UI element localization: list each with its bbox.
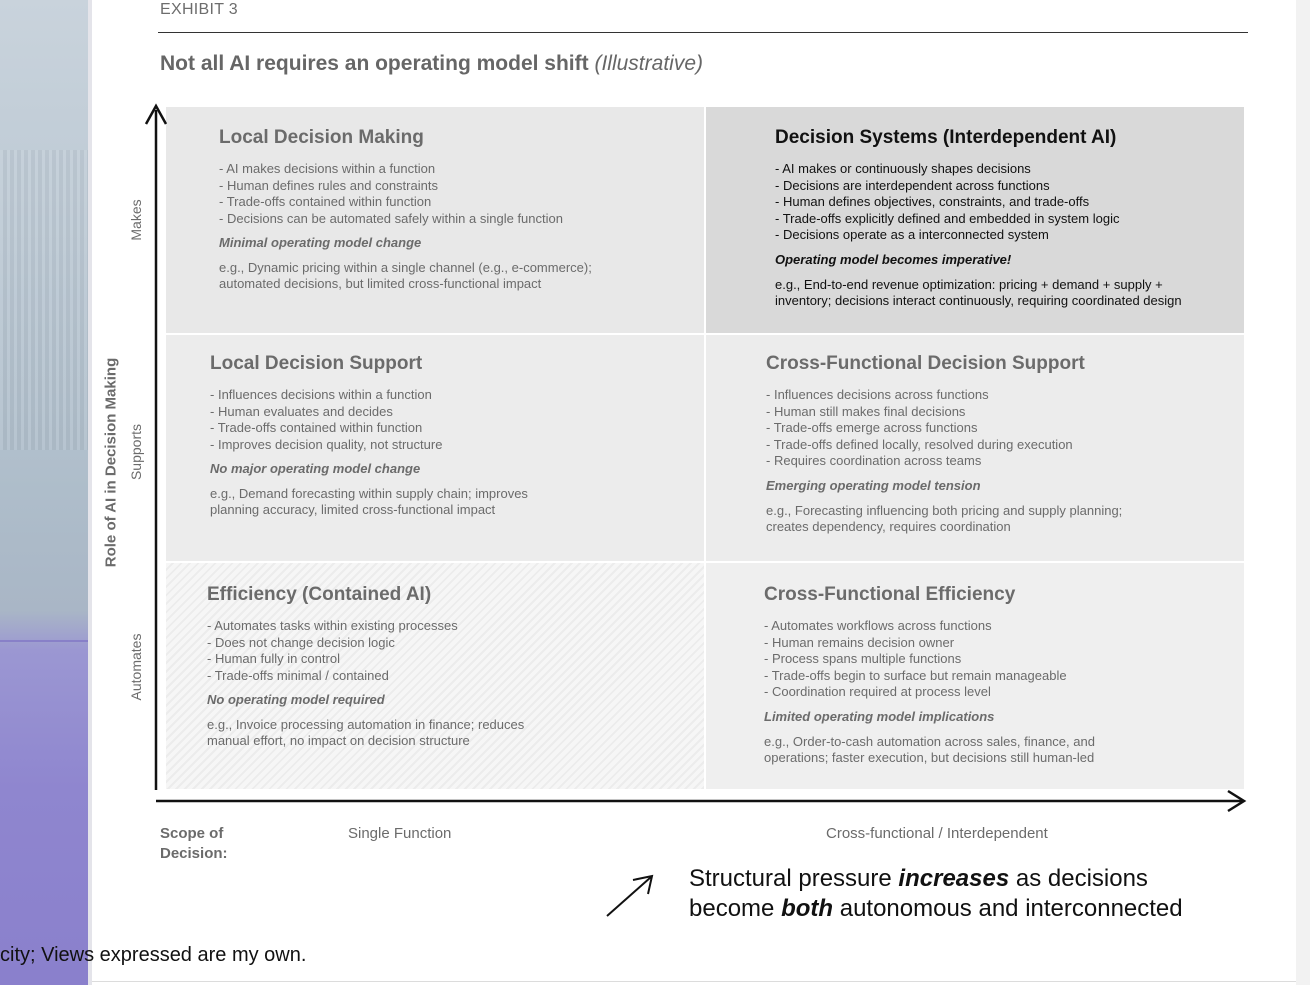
- bullet: - Automates tasks within existing processes: [207, 618, 684, 635]
- bullet: - Trade-offs contained within function: [219, 194, 684, 211]
- cell-title: Cross-Functional Efficiency: [764, 584, 1016, 605]
- cell-title: Local Decision Making: [219, 127, 424, 148]
- y-level-supports: Supports: [128, 423, 144, 481]
- x-level-single-function: Single Function: [348, 825, 452, 842]
- x-axis-title: [160, 824, 228, 864]
- pressure-line-1: [689, 864, 1183, 894]
- bullet: - AI makes or continuously shapes decisions: [775, 161, 1224, 178]
- bullet: - Coordination required at process level: [764, 684, 1224, 701]
- bullet: - Improves decision quality, not structure: [210, 437, 684, 454]
- y-axis-title: Role of AI in Decision Making: [102, 357, 120, 568]
- pressure-text: as decisions: [1009, 865, 1148, 892]
- bullet: - Human still makes final decisions: [766, 404, 1224, 421]
- bullet: - Decisions are interdependent across functions: [775, 178, 1224, 195]
- example-line: e.g., Demand forecasting within supply chain; improves: [210, 486, 528, 501]
- bullet: - Does not change decision logic: [207, 635, 684, 652]
- x-level-cross-functional: Cross-functional / Interdependent: [826, 825, 1048, 842]
- example-line: creates dependency, requires coordination: [766, 518, 1011, 534]
- cell-title: Cross-Functional Decision Support: [766, 353, 1085, 374]
- bullet: - Trade-offs explicitly defined and embedded in system logic: [775, 211, 1224, 228]
- bullet: - Trade-offs minimal / contained: [207, 668, 684, 685]
- y-level-automates: Automates: [128, 633, 144, 701]
- cell-implication: Emerging operating model tension: [766, 477, 981, 493]
- example-line: operations; faster execution, but decisions still human-led: [764, 749, 1095, 765]
- bullet: - Requires coordination across teams: [766, 453, 1224, 470]
- example-line: e.g., End-to-end revenue optimization: pricing + demand + supply +: [775, 276, 1163, 292]
- example-line: e.g., Dynamic pricing within a single channel (e.g., e-commerce);: [219, 260, 592, 275]
- cell-title: Decision Systems (Interdependent AI): [775, 127, 1117, 148]
- pressure-text: autonomous and interconnected: [833, 895, 1183, 922]
- footer-text: city; Views expressed are my own.: [0, 944, 307, 966]
- pressure-text: become: [689, 895, 782, 922]
- bullet: - Human defines objectives, constraints, and trade-offs: [775, 194, 1224, 211]
- cell-implication: Minimal operating model change: [219, 235, 422, 250]
- bullet: - Human evaluates and decides: [210, 404, 684, 421]
- x-axis-title-line: Decision:: [160, 845, 228, 862]
- bullet: - Human defines rules and constraints: [219, 178, 684, 195]
- bullet: - Process spans multiple functions: [764, 651, 1224, 668]
- title-main: Not all AI requires an operating model shift: [160, 52, 589, 75]
- bullet: - Trade-offs emerge across functions: [766, 420, 1224, 437]
- example-line: e.g., Order-to-cash automation across sales, finance, and: [764, 733, 1095, 749]
- cell-implication: No major operating model change: [210, 461, 421, 476]
- bullet: - Trade-offs contained within function: [210, 420, 684, 437]
- pressure-line-2: [689, 894, 1183, 924]
- cell-implication: No operating model required: [207, 692, 385, 707]
- example-line: e.g., Invoice processing automation in finance; reduces: [207, 717, 525, 732]
- bullet: - AI makes decisions within a function: [219, 161, 684, 178]
- cell-implication: Operating model becomes imperative!: [775, 251, 1012, 267]
- x-axis-title-line: Scope of: [160, 825, 224, 842]
- pressure-emphasis: increases: [898, 865, 1010, 892]
- example-line: e.g., Forecasting influencing both pricing and supply planning;: [766, 502, 1123, 518]
- title-sub: (Illustrative): [594, 52, 703, 75]
- bullet: - Influences decisions across functions: [766, 387, 1224, 404]
- pressure-arrow-line: [607, 877, 651, 916]
- bullet: - Decisions can be automated safely within a single function: [219, 211, 684, 228]
- pressure-callout: [689, 864, 1183, 924]
- bullet: - Human remains decision owner: [764, 635, 1224, 652]
- y-level-makes: Makes: [128, 199, 144, 241]
- bullet: - Decisions operate as a interconnected system: [775, 227, 1224, 244]
- pressure-text: Structural pressure: [689, 865, 899, 892]
- example-line: planning accuracy, limited cross-functional impact: [210, 502, 496, 517]
- cell-title: Efficiency (Contained AI): [207, 584, 432, 605]
- pressure-emphasis: both: [781, 895, 834, 922]
- exhibit-label: EXHIBIT 3: [160, 1, 238, 18]
- example-line: manual effort, no impact on decision structure: [207, 733, 470, 748]
- bullet: - Trade-offs begin to surface but remain manageable: [764, 668, 1224, 685]
- bullet: - Trade-offs defined locally, resolved during execution: [766, 437, 1224, 454]
- cell-implication: Limited operating model implications: [764, 708, 995, 724]
- bullet: - Influences decisions within a function: [210, 387, 684, 404]
- example-line: inventory; decisions interact continuously, requiring coordinated design: [775, 292, 1182, 308]
- cell-title: Local Decision Support: [210, 353, 423, 374]
- bullet: - Human fully in control: [207, 651, 684, 668]
- bullet: - Automates workflows across functions: [764, 618, 1224, 635]
- example-line: automated decisions, but limited cross-functional impact: [219, 276, 542, 291]
